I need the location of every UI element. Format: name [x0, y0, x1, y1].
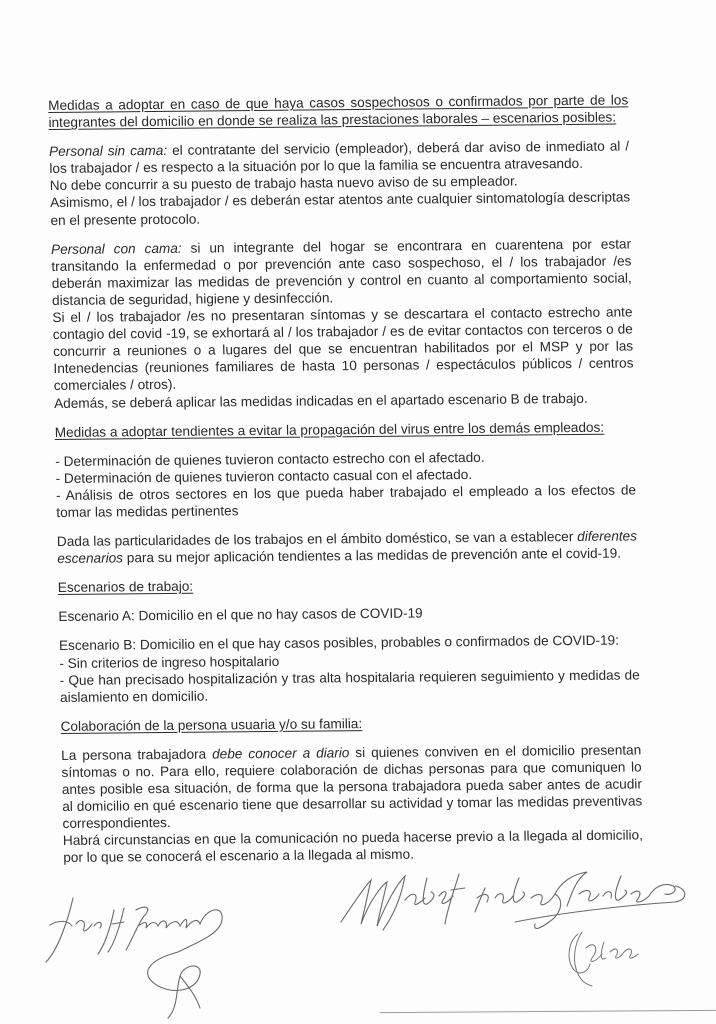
paragraph-sin-cama-line3: Asimismo, el / los trabajador / es deberán estar atentos ante cualquier sintomatología descriptas en el presente protocolo. [49, 189, 631, 228]
label-con-cama: Personal con cama: [50, 240, 182, 257]
paragraph-con-cama-line2: Si el / los trabajador /es no presentaran síntomas y se descartara el contacto estrecho ante contagio del covid -19, se exhortará al / los trabajador / es de evitar contactos con terceros o de concurrir a reuniones o a lugares del que se encuentran habilitados por el MSP y por las Intenedencias (reuniones familiares de hasta 10 personas / espectáculos públicos / centros comerciales / otros). [52, 304, 634, 394]
document-body [48, 91, 643, 866]
scan-edge-line [380, 1010, 716, 1013]
text-colab-italic: debe conocer a diario [211, 745, 350, 762]
heading-escenarios: Escenarios de trabajo: [57, 578, 194, 596]
paragraph-sin-cama [49, 138, 630, 178]
scenario-b-item: - Que han precisado hospitalización y tras alta hospitalaria requieren seguimiento y medidas de aislamiento en domicilio. [59, 667, 640, 705]
heading-suspected-cases: Medidas a adoptar en caso de que haya casos sospechosos o confirmados por parte de los integrantes del domicilio en donde se realiza las prestaciones laborales – escenarios posibles: [48, 92, 629, 131]
list-item: - Determinación de quienes tuvieron contacto estrecho con el afectado. [55, 449, 485, 469]
paragraph-circunstancias: Habrá circunstancias en que la comunicación no pueda hacerse previo a la llegada al domicilio, por lo que se conocerá el escenario a la llegada al mismo. [62, 827, 644, 866]
paragraph-colaboracion [61, 741, 643, 832]
signature-left [28, 890, 248, 1024]
text-colab-before: La persona trabajadora [61, 746, 213, 763]
signature-initials [560, 928, 640, 988]
paragraph-sin-cama-line2: No debe concurrir a su puesto de trabajo hasta nuevo aviso de su empleador. [49, 173, 518, 194]
heading-colaboracion: Colaboración de la persona usuaria y/o su familia: [60, 715, 363, 734]
text-colab-after: si quienes conviven en el domicilio presentan síntomas o no. Para ello, requiere colaboración de dichas personas para que comuniquen lo antes posible esa situación, de forma que la persona trabajadora pueda saber antes de acudir al domicilio en qué escenario tiene que desarrollar su actividad y tomar las medidas preventivas correspondientes. [61, 742, 643, 832]
text-sin-cama: el contratante del servicio (empleador), deberá dar aviso de inmediato al / los trabajador / es respecto a la situación por lo que la familia se encuentra atravesando. [49, 138, 630, 177]
paragraph-escenarios-intro [57, 527, 638, 567]
text-intro-italic: diferentes escenarios [57, 528, 638, 567]
paragraph-con-cama [51, 235, 632, 309]
paragraph-con-cama-line3: Además, se deberá aplicar las medidas indicadas en el apartado escenario B de trabajo. [53, 390, 588, 411]
list-item: - Análisis de otros sectores en los que pueda haber trabajado el empleado a los efectos de tomar las medidas pertinentes [55, 482, 637, 520]
scenario-b: Escenario B: Domicilio en el que hay casos posibles, probables o confirmados de COVID-19: [58, 633, 620, 654]
heading-propagation: Medidas a adoptar tendientes a evitar la propagación del virus entre los demás empleados: [54, 419, 605, 440]
scenario-a: Escenario A: Domicilio en el que no hay casos de COVID-19 [58, 605, 423, 625]
text-intro-before: Dada las particularidades de los trabajos en el ámbito doméstico, se van a establecer [56, 529, 578, 550]
text-con-cama: si un integrante del hogar se encontrara en cuarentena por estar transitando la enfermedad o por prevención ante caso sospechoso, el / los trabajador /es deberán maximizar las medidas de prevención y control en cuanto al comportamiento social, distancia de seguridad, higiene y desinfección. [51, 236, 632, 308]
scenario-b-item: - Sin criterios de ingreso hospitalario [59, 653, 280, 671]
label-sin-cama: Personal sin cama: [48, 143, 168, 160]
list-item: - Determinación de quienes tuvieron contacto casual con el afectado. [55, 466, 473, 486]
text-intro-after: para su mejor aplicación tendientes a las medidas de prevención ante el covid-19. [122, 545, 622, 566]
signature-right [335, 858, 695, 958]
